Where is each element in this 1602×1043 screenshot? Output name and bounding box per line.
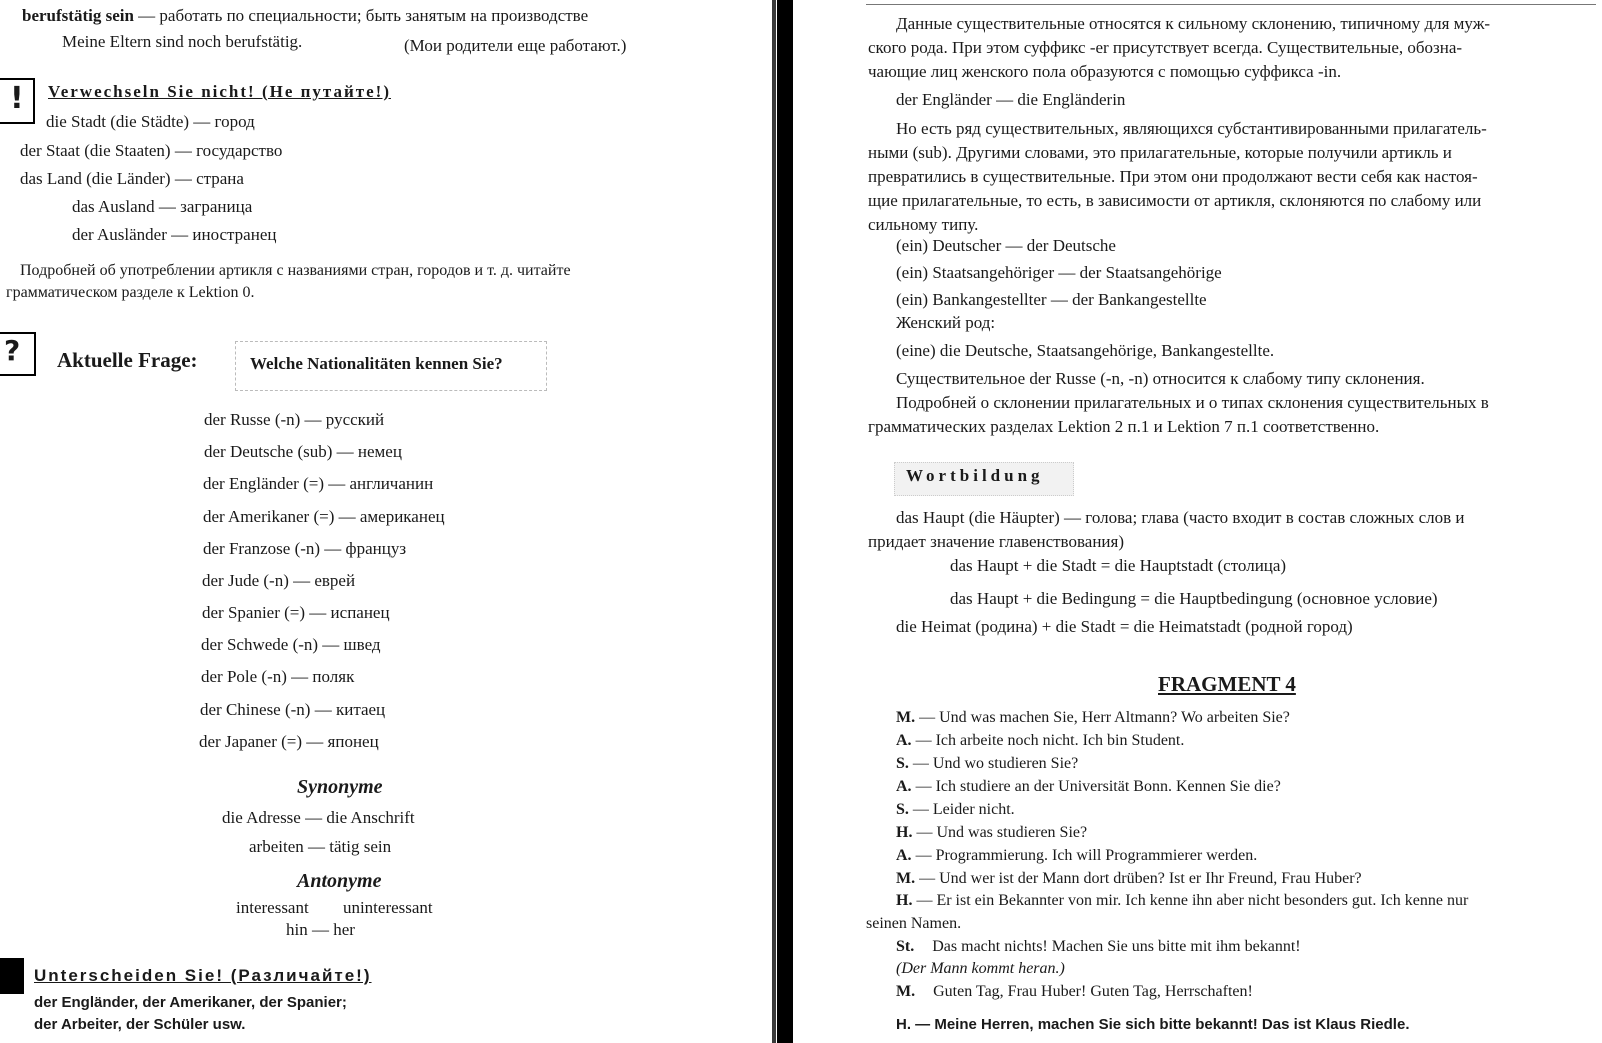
- section-marker-icon: [0, 958, 24, 994]
- paragraph-line: Подробней о склонении прилагательных и о типах склонения существительных в: [896, 393, 1489, 412]
- utterance: Das macht nichts! Machen Sie uns bitte mit ihm bekannt!: [932, 938, 1301, 955]
- dialog-line: [896, 755, 1078, 773]
- fragment-title: FRAGMENT 4: [1158, 672, 1296, 696]
- unterscheiden-line1: der Engländer, der Amerikaner, der Spanier;: [34, 994, 347, 1011]
- page-gutter: [777, 0, 793, 1043]
- unterscheiden-line2: der Arbeiter, der Schüler usw.: [34, 1016, 246, 1033]
- utterance: — Und was machen Sie, Herr Altmann? Wo arbeiten Sie?: [919, 709, 1290, 726]
- speaker: S.: [896, 755, 909, 772]
- nationality-item: der Deutsche (sub) — немец: [204, 442, 402, 461]
- paragraph-line: грамматических разделах Lektion 2 п.1 и Lektion 7 п.1 соответственно.: [868, 417, 1380, 436]
- dialog-line: [896, 847, 1257, 865]
- sub-example: (ein) Deutscher — der Deutsche: [896, 236, 1116, 255]
- synonyme-title: Synonyme: [297, 776, 383, 798]
- nationality-item: der Amerikaner (=) — американец: [203, 507, 445, 526]
- haupt-paragraph: [868, 506, 1592, 554]
- paragraph-line: щие прилагательные, то есть, в зависимости от артикля, склоняются по слабому или: [868, 191, 1482, 210]
- speaker: A.: [896, 778, 912, 795]
- aktuelle-frage-question: Welche Nationalitäten kennen Sie?: [250, 354, 503, 373]
- utterance: Meine Herren, machen Sie sich bitte bekannt! Das ist Klaus Riedle.: [934, 1016, 1410, 1033]
- utterance: — Er ist ein Bekannter von mir. Ich kenne ihn aber nicht besonders gut. Ich kenne nur: [916, 892, 1469, 909]
- page-top-rule: [866, 4, 1596, 5]
- verwechseln-line: der Ausländer — иностранец: [72, 225, 277, 244]
- beruf-example-de: Meine Eltern sind noch berufstätig.: [62, 32, 303, 51]
- nationality-item: der Chinese (-n) — китаец: [200, 700, 386, 719]
- speaker: M.: [896, 870, 916, 887]
- verwechseln-line: das Ausland — заграница: [72, 197, 253, 216]
- utterance: — Ich arbeite noch nicht. Ich bin Student.: [915, 732, 1185, 749]
- nationality-item: der Japaner (=) — японец: [199, 732, 379, 751]
- page-gutter-edge: [772, 0, 776, 1043]
- sub-example: (ein) Staatsangehöriger — der Staatsangehörige: [896, 263, 1222, 282]
- dialog-continuation: seinen Namen.: [866, 915, 962, 932]
- beruf-term: berufstätig sein: [22, 6, 134, 25]
- sub-example: (ein) Bankangestellter — der Bankangestellte: [896, 290, 1207, 309]
- antonym-pair: interessant uninteressant: [236, 898, 433, 917]
- speaker: H. —: [896, 1016, 931, 1033]
- paragraph-line: сильному типу.: [868, 215, 979, 234]
- paragraph-line: ского рода. При этом суффикс -er присутствует всегда. Существительные, обозна-: [868, 38, 1463, 57]
- dialog-line: [896, 983, 1253, 1001]
- nationality-item: der Russe (-n) — русский: [204, 410, 385, 429]
- paragraph-line: ными (sub). Другими словами, это прилагательные, которые получили артикль и: [868, 143, 1452, 162]
- utterance: — Und was studieren Sie?: [916, 824, 1088, 841]
- question-mark-icon: ?: [4, 334, 21, 367]
- utterance: Guten Tag, Frau Huber! Guten Tag, Herrschaften!: [933, 983, 1253, 1000]
- dialog-line: [896, 824, 1087, 842]
- speaker: St.: [896, 938, 915, 955]
- antonyme-title: Antonyme: [297, 870, 382, 892]
- speaker: A.: [896, 732, 912, 749]
- wortbildung-title: Wortbildung: [906, 466, 1044, 485]
- dialog-line: [896, 801, 1015, 819]
- beruf-definition: — работать по специальности; быть занятым на производстве: [138, 6, 589, 25]
- declension-paragraph: [868, 12, 1592, 84]
- reference-paragraph: [868, 391, 1592, 439]
- paragraph-line: das Haupt (die Häupter) — голова; глава (часто входит в состав сложных слов и: [896, 508, 1465, 527]
- nationality-item: der Jude (-n) — еврей: [202, 571, 356, 590]
- article-note-line1: Подробней об употреблении артикля с названиями стран, городов и т. д. читайте: [20, 262, 571, 279]
- antonym-pair: hin — her: [286, 920, 355, 939]
- paragraph-line: Данные существительные относятся к сильному склонению, типичному для муж-: [896, 14, 1491, 33]
- paragraph-line: придает значение главенствования): [868, 532, 1124, 551]
- utterance: — Programmierung. Ich will Programmierer werden.: [915, 847, 1258, 864]
- paragraph-line: превратились в существительные. При этом они продолжают вести себя как настоя-: [868, 167, 1478, 186]
- dialog-line: [896, 778, 1281, 796]
- utterance: — Und wo studieren Sie?: [912, 755, 1079, 772]
- article-note-line2: грамматическом разделе к Lektion 0.: [6, 284, 255, 301]
- speaker: S.: [896, 801, 909, 818]
- speaker: H.: [896, 824, 913, 841]
- compound-example: das Haupt + die Stadt = die Hauptstadt (столица): [950, 556, 1287, 575]
- nationality-item: der Spanier (=) — испанец: [202, 603, 390, 622]
- synonym-pair: die Adresse — die Anschrift: [222, 808, 415, 827]
- dialog-line: [896, 732, 1184, 750]
- verwechseln-line: der Staat (die Staaten) — государство: [20, 141, 283, 160]
- unterscheiden-title: Unterscheiden Sie! (Различайте!): [34, 966, 372, 985]
- utterance: — Ich studiere an der Universität Bonn. Kennen Sie die?: [915, 778, 1281, 795]
- beruf-line: [22, 6, 588, 26]
- dialog-line: [896, 938, 1301, 956]
- exclamation-icon: !: [10, 81, 24, 116]
- verwechseln-line: die Stadt (die Städte) — город: [46, 112, 255, 131]
- nationality-item: der Engländer (=) — англичанин: [203, 474, 434, 493]
- speaker: M.: [896, 983, 916, 1000]
- speaker: A.: [896, 847, 912, 864]
- paragraph-line: чающие лиц женского пола образуются с помощью суффикса -in.: [868, 62, 1342, 81]
- speaker: M.: [896, 709, 916, 726]
- speaker: H.: [896, 892, 913, 909]
- female-line: (eine) die Deutsche, Staatsangehörige, Bankangestellte.: [896, 341, 1275, 360]
- dialog-line: [896, 892, 1468, 910]
- substantive-paragraph: [868, 117, 1592, 237]
- dialog-line: [896, 1016, 1410, 1033]
- utterance: — Und wer ist der Mann dort drüben? Ist er Ihr Freund, Frau Huber?: [919, 870, 1362, 887]
- synonym-pair: arbeiten — tätig sein: [249, 837, 392, 856]
- female-label: Женский род:: [896, 313, 996, 332]
- englaender-example: der Engländer — die Engländerin: [896, 90, 1126, 109]
- verwechseln-line: das Land (die Länder) — страна: [20, 169, 244, 188]
- beruf-example-ru: (Мои родители еще работают.): [404, 36, 627, 55]
- nationality-item: der Franzose (-n) — француз: [203, 539, 407, 558]
- compound-example: die Heimat (родина) + die Stadt = die Heimatstadt (родной город): [896, 617, 1353, 636]
- dialog-line: [896, 709, 1290, 727]
- utterance: — Leider nicht.: [912, 801, 1015, 818]
- dialog-line: [896, 870, 1362, 888]
- verwechseln-title: Verwechseln Sie nicht! (Не путайте!): [48, 82, 391, 101]
- paragraph-line: Но есть ряд существительных, являющихся субстантивированными прилагатель-: [896, 119, 1487, 138]
- russe-line: Существительное der Russe (-n, -n) относится к слабому типу склонения.: [896, 369, 1425, 388]
- stage-direction: (Der Mann kommt heran.): [896, 960, 1065, 977]
- compound-example: das Haupt + die Bedingung = die Hauptbedingung (основное условие): [950, 589, 1438, 608]
- nationality-item: der Pole (-n) — поляк: [201, 667, 355, 686]
- nationality-item: der Schwede (-n) — швед: [201, 635, 381, 654]
- aktuelle-frage-label: Aktuelle Frage:: [57, 348, 198, 372]
